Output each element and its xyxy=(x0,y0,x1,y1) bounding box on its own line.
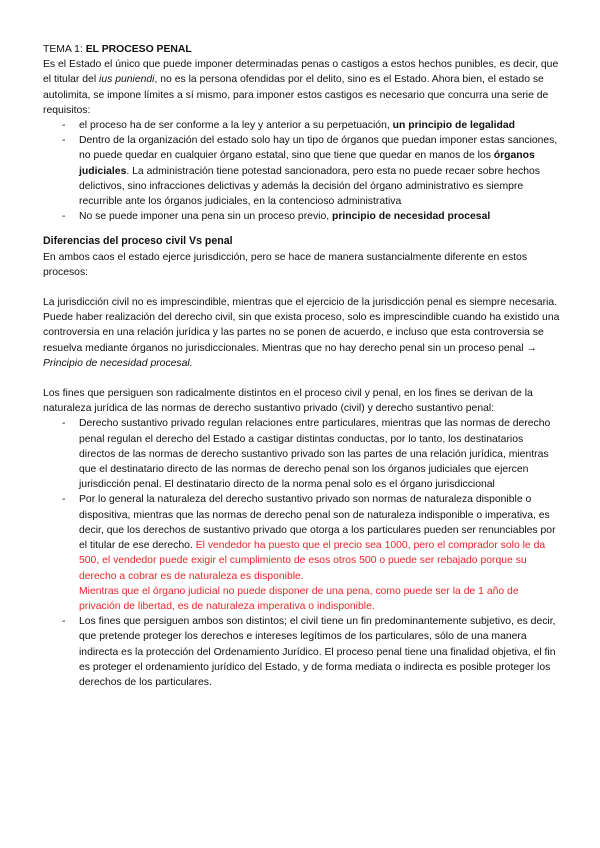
page-title xyxy=(43,42,560,57)
fines-lead: Los fines que persiguen son radicalmente distintos en el proceso civil y penal, en los fines se derivan de la naturaleza jurídica de las normas de derecho sustantivo privado (civil) y derecho sustantivo penal: xyxy=(43,388,533,415)
arrow-icon: → xyxy=(526,342,537,354)
list-item: - Derecho sustantivo privado regulan relaciones entre particulares, mientras que las normas de derecho penal regulan el derecho del Estado a castigar distintas conductas, por lo tanto, los destinatarios directos de las normas de derecho sustantivo privado son las partes de una relación jurídica, mientras que el destinatario directo de las normas de derecho penal son los órganos judiciales que ejercen jurisdicción penal. El destinatario directo de la norma penal solo es el órgano jurisdiccional xyxy=(62,418,551,491)
list-item: - Dentro de la organización del estado solo hay un tipo de órganos que puedan imponer estas sanciones, no puede quedar en cualquier órgano estatal, sino que tiene que quedar en manos de los órganos judiciales. La administración tiene potestad sancionadora, pero esta no puede recaer sobre hechos delictivos, sino infracciones delictivas y además la decisión del órgano administrativo es siempre recurrible ante los órganos judiciales, en la contencioso administrativa xyxy=(62,135,558,208)
dash-bullet: - xyxy=(62,418,66,430)
red-example-text: El vendedor ha puesto que el precio sea 1000, pero el comprador solo le da 500, el vendedor puede exigir el cumplimiento de esos otros 500 o puede ser rebajado porque su derecho a cobrar es de naturaleza es disponible. xyxy=(79,540,546,582)
red-example-text-2: Mientras que el órgano judicial no puede disponer de una pena, como puede ser la de 1 año de privación de libertad, es de naturaleza imperativa o indisponible. xyxy=(79,585,519,612)
principio-necesidad-italic: Principio de necesidad procesal. xyxy=(43,357,193,369)
intro-paragraph: Es el Estado el único que puede imponer determinadas penas o castigos a estos hechos punibles, es decir, que el titular del ius puniendi, no es la persona ofendidas por el delito, sino es el Estado. Ahora bien, el estado se autolimita, se impone límites a sí mismo, para imponer estos castigos es necesario que concurra una serie de requisitos: xyxy=(43,59,559,116)
list-item: - el proceso ha de ser conforme a la ley y anterior a su perpetuación, un principio de legalidad xyxy=(43,118,560,133)
title-main: EL PROCESO PENAL xyxy=(85,44,192,55)
dash-bullet: - xyxy=(62,211,66,223)
section-lead: En ambos caos el estado ejerce jurisdicción, pero se hace de manera sustancialmente diferente en estos procesos: xyxy=(43,251,528,278)
ius-puniendi-term: ius puniendi xyxy=(99,74,155,86)
list-item: - Los fines que persiguen ambos son distintos; el civil tiene un fin predominantemente subjetivo, es decir, que pretende proteger los derechos e intereses legítimos de los particulares, sólo de una manera indirecta es la protección del Ordenamiento Jurídico. El proceso penal tiene una finalidad objetiva, el fin es proteger el ordenamiento jurídico del Estado, y de forma mediata o indirecta es posible proteger los derechos de los particulares. xyxy=(62,616,556,688)
dash-bullet: - xyxy=(62,120,66,132)
fines-list xyxy=(43,416,560,690)
section-heading: Diferencias del proceso civil Vs penal xyxy=(43,235,233,248)
list-item: - No se puede imponer una pena sin un proceso previo, principio de necesidad procesal xyxy=(43,209,560,224)
dash-bullet: - xyxy=(62,616,66,628)
document-page xyxy=(43,42,560,690)
jurisdiccion-paragraph: La jurisdicción civil no es imprescindible, mientras que el ejercicio de la jurisdicción penal es siempre necesaria. Puede haber realización del derecho civil, sin que exista proceso, solo es imprescindible cuando ha existido una controversia en una relación jurídica y las partes no se ponen de acuerdo, e incluso que esta controversia se resuelva mediante órganos no jurisdiccionales. Mientras que no hay derecho penal sin un proceso penal → Principio de necesidad procesal. xyxy=(43,297,560,369)
dash-bullet: - xyxy=(62,494,66,506)
principio-legalidad: un principio de legalidad xyxy=(392,120,516,132)
requisitos-list xyxy=(43,118,560,224)
principio-necesidad-procesal: principio de necesidad procesal xyxy=(332,211,491,223)
organos-judiciales: órganos judiciales xyxy=(79,150,535,177)
dash-bullet: - xyxy=(62,135,66,147)
title-prefix: TEMA 1: xyxy=(43,44,86,55)
list-item: - Por lo general la naturaleza del derecho sustantivo privado son normas de naturaleza disponible o dispositiva, mientras que las normas de derecho penal son de naturaleza indisponible o imperativa, es decir, que los derechos de sustantivo privado que otorga a los particulares pueden ser renunciables por el titular de ese derecho. El vendedor ha puesto que el precio sea 1000, pero el comprador solo le da 500, el vendedor puede exigir el cumplimiento de esos otros 500 o puede ser rebajado porque su derecho a cobrar es de naturaleza es disponible. Mientras que el órgano judicial no puede disponer de una pena, como puede ser la de 1 año de privación de libertad, es de naturaleza imperativa o indisponible. xyxy=(62,494,556,612)
